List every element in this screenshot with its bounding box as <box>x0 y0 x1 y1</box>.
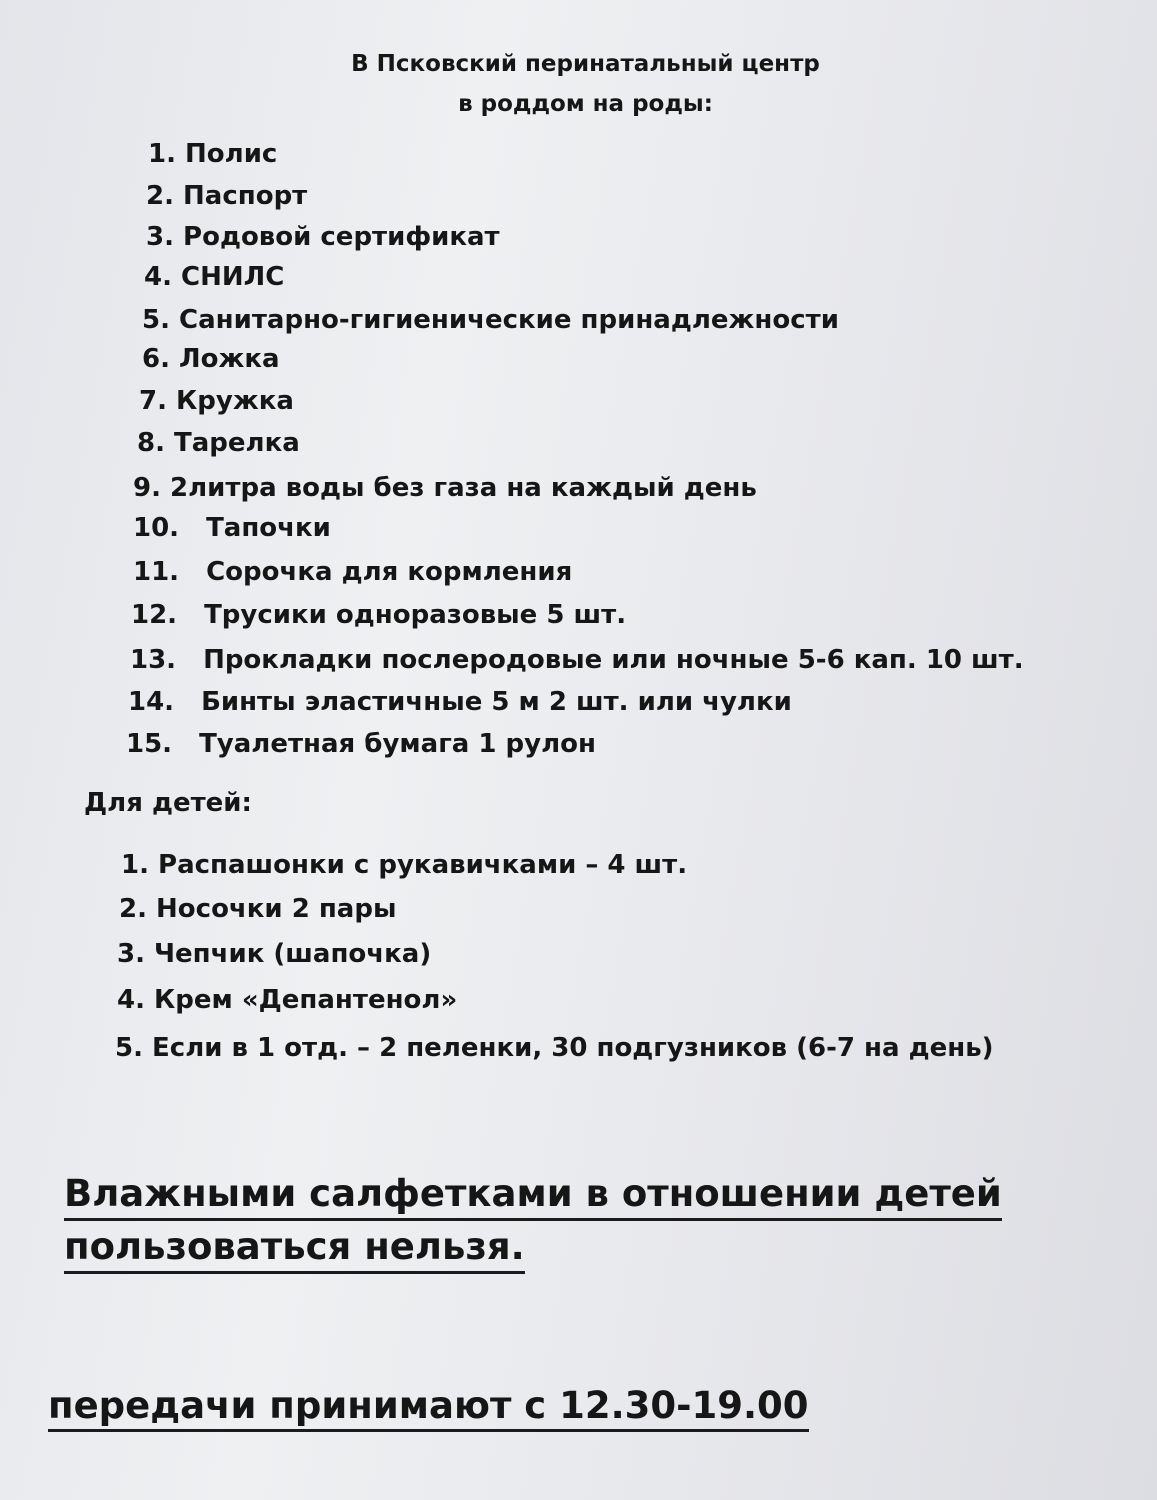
delivery-hours <box>48 1384 809 1432</box>
delivery-hours-text: передачи принимают с 12.30-19.00 <box>48 1384 809 1432</box>
list-item: 1. Распашонки с рукавичками – 4 шт. <box>121 850 688 880</box>
list-item: 13. Прокладки послеродовые или ночные 5-6 кап. 10 шт. <box>130 645 1024 675</box>
list-item: 15. Туалетная бумага 1 рулон <box>126 729 596 759</box>
list-item: 6. Ложка <box>142 344 280 374</box>
list-item: 11. Сорочка для кормления <box>133 557 573 587</box>
title-line-1: В Псковский перинатальный центр <box>351 51 820 77</box>
warning-line-2: пользоваться нельзя. <box>64 1225 525 1274</box>
kids-section-label: Для детей: <box>84 788 252 818</box>
wet-wipes-warning <box>64 1168 1002 1274</box>
list-item: 7. Кружка <box>139 386 294 416</box>
list-item: 3. Чепчик (шапочка) <box>117 939 432 969</box>
list-item: 5. Санитарно-гигиенические принадлежности <box>142 305 839 335</box>
list-item: 2. Носочки 2 пары <box>119 894 397 924</box>
list-item: 2. Паспорт <box>146 181 308 211</box>
list-item: 14. Бинты эластичные 5 м 2 шт. или чулки <box>128 687 792 717</box>
list-item: 5. Если в 1 отд. – 2 пеленки, 30 подгузников (6-7 на день) <box>115 1033 994 1063</box>
list-item: 8. Тарелка <box>137 428 300 458</box>
list-item: 3. Родовой сертификат <box>146 222 500 252</box>
list-item: 4. Крем «Депантенол» <box>117 985 458 1015</box>
list-item: 9. 2литра воды без газа на каждый день <box>133 473 757 503</box>
title-line-2: в роддом на роды: <box>458 91 713 117</box>
list-item: 1. Полис <box>148 139 278 169</box>
list-item: 4. СНИЛС <box>144 262 285 292</box>
warning-line-1: Влажными салфетками в отношении детей <box>64 1172 1002 1221</box>
document-title <box>0 44 1157 124</box>
list-item: 10. Тапочки <box>133 513 331 543</box>
list-item: 12. Трусики одноразовые 5 шт. <box>131 600 627 630</box>
